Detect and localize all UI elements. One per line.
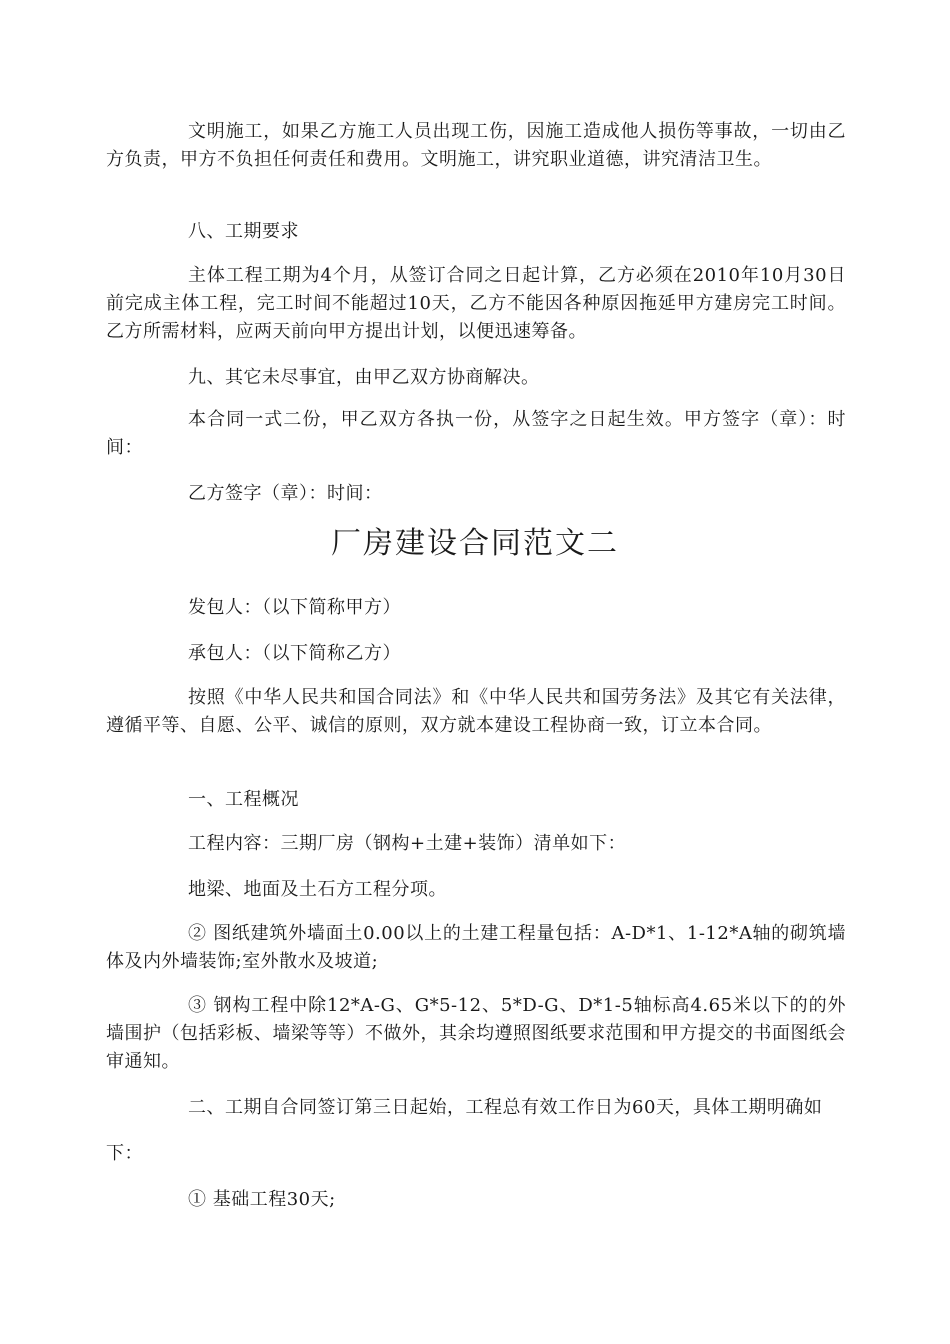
- section-heading-schedule: 八、工期要求: [188, 221, 299, 242]
- paragraph-foundation-days: ① 基础工程30天;: [188, 1189, 336, 1210]
- document-title: 厂房建设合同范文二: [331, 526, 619, 561]
- paragraph-legal-basis: 按照《中华人民共和国合同法》和《中华人民共和国劳务法》及其它有关法律，遵循平等、自愿、公平、诚信的原则，双方就本建设工程协商一致，订立本合同。: [106, 687, 846, 736]
- paragraph-civil-works: ② 图纸建筑外墙面土0.00以上的土建工程量包括：A-D*1、1-12*A轴的砌筑墙体及内外墙装饰;室外散水及坡道;: [106, 923, 846, 972]
- paragraph-duration: 二、工期自合同签订第三日起始，工程总有效工作日为60天，具体工期明确如: [188, 1097, 823, 1118]
- paragraph-employer: 发包人：（以下简称甲方）: [188, 597, 401, 618]
- paragraph-duration-continued: 下：: [106, 1143, 143, 1164]
- paragraph-contractor: 承包人：（以下简称乙方）: [188, 643, 401, 664]
- paragraph-project-content: 工程内容：三期厂房（钢构+土建+装饰）清单如下：: [188, 833, 627, 854]
- paragraph-foundation-items: 地梁、地面及土石方工程分项。: [188, 879, 447, 900]
- paragraph-contract-copies: 本合同一式二份，甲乙双方各执一份，从签字之日起生效。甲方签字（章）：时间：: [106, 409, 846, 458]
- paragraph-party-b-signature: 乙方签字（章）：时间：: [188, 483, 383, 504]
- section-heading-project-overview: 一、工程概况: [188, 789, 299, 810]
- paragraph-civilized-construction: 文明施工，如果乙方施工人员出现工伤，因施工造成他人损伤等事故，一切由乙方负责，甲方不负担任何责任和费用。文明施工，讲究职业道德，讲究清洁卫生。: [106, 121, 846, 170]
- paragraph-steel-works: ③ 钢构工程中除12*A-G、G*5-12、5*D-G、D*1-5轴标高4.65米以下的的外墙围护（包括彩板、墙梁等等）不做外，其余均遵照图纸要求范围和甲方提交的书面图纸会审通知。: [106, 995, 846, 1072]
- paragraph-other-matters: 九、其它未尽事宜，由甲乙双方协商解决。: [188, 367, 540, 388]
- paragraph-schedule-requirements: 主体工程工期为4个月，从签订合同之日起计算，乙方必须在2010年10月30日前完成主体工程，完工时间不能超过10天，乙方不能因各种原因拖延甲方建房完工时间。乙方所需材料，应两天前向甲方提出计划，以便迅速筹备。: [106, 265, 846, 342]
